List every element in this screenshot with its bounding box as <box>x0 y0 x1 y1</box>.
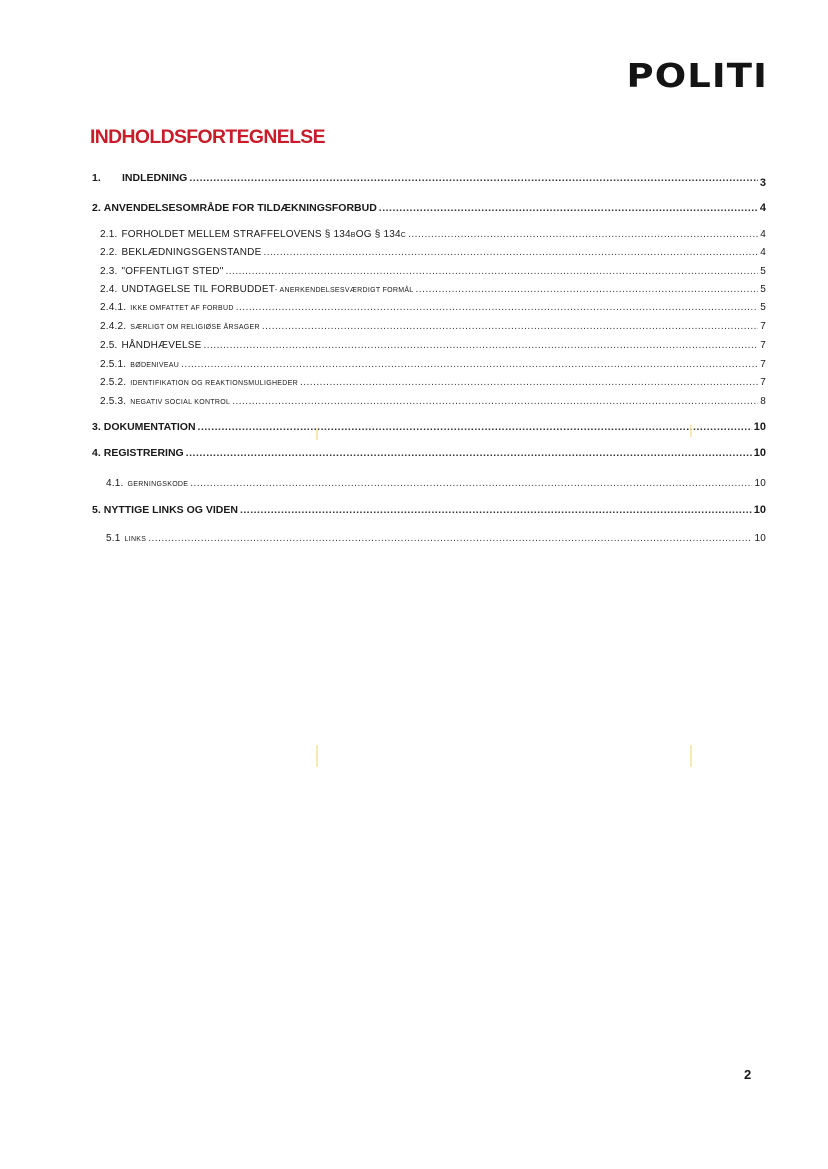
toc-title: INDHOLDSFORTEGNELSE <box>90 127 325 148</box>
toc-leader-dots <box>300 377 758 388</box>
toc-entry-number: 2.1. <box>100 229 118 240</box>
toc-entry-page: 7 <box>760 340 766 351</box>
toc-entry-negativ-social-kontrol[interactable] <box>100 396 766 407</box>
scan-artifact <box>316 745 318 767</box>
toc-leader-dots <box>262 321 758 332</box>
toc-entry-number: 5. <box>92 504 101 516</box>
toc-entry-label: HÅNDHÆVELSE <box>121 340 202 351</box>
toc-leader-dots <box>236 302 759 313</box>
toc-entry-label: "OFFENTLIGT STED" <box>121 266 224 277</box>
toc-entry-label: INDLEDNING <box>122 172 188 184</box>
toc-entry-page: 10 <box>753 504 766 516</box>
toc-entry-label-small: B <box>350 232 356 239</box>
toc-entry-gerningskode[interactable] <box>106 478 766 489</box>
toc-entry-page: 5 <box>760 284 766 295</box>
toc-entry-number: 2.5.2. <box>100 377 127 388</box>
toc-entry-page: 3 <box>759 177 766 189</box>
toc-entry-page: 5 <box>760 302 766 313</box>
toc-entry-offentligt-sted[interactable] <box>100 266 766 277</box>
toc-entry-label: BEKLÆDNINGSGENSTANDE <box>121 247 262 258</box>
toc-leader-dots <box>148 533 752 544</box>
toc-entry-ikke-omfattet[interactable] <box>100 302 766 313</box>
toc-leader-dots <box>189 172 758 184</box>
toc-leader-dots <box>186 447 752 459</box>
toc-entry-page: 7 <box>760 377 766 388</box>
scan-artifact <box>316 428 318 440</box>
scan-artifact <box>690 745 692 767</box>
toc-entry-number: 2.4. <box>100 284 118 295</box>
toc-leader-dots <box>198 421 752 433</box>
toc-entry-dokumentation[interactable] <box>92 421 766 433</box>
toc-entry-label: UNDTAGELSE TIL FORBUDDET <box>121 284 276 295</box>
toc-entry-saerligt-om-religioese[interactable] <box>100 321 766 332</box>
toc-entry-label: SÆRLIGT OM RELIGIØSE ÅRSAGER <box>130 324 260 331</box>
toc-entry-label: NEGATIV SOCIAL KONTROL <box>130 399 231 406</box>
toc-entry-page: 7 <box>760 321 766 332</box>
toc-leader-dots <box>240 504 752 516</box>
toc-leader-dots <box>232 396 758 407</box>
toc-entry-anvendelsesomraade[interactable] <box>92 202 766 214</box>
toc-entry-label: IDENTIFIKATION OG REAKTIONSMULIGHEDER <box>130 380 298 387</box>
toc-entry-boedeniveau[interactable] <box>100 359 766 370</box>
toc-leader-dots <box>225 266 758 277</box>
toc-entry-number: 2. <box>92 202 101 214</box>
toc-entry-number: 2.4.1. <box>100 302 127 313</box>
toc-entry-label: BØDENIVEAU <box>130 362 180 369</box>
toc-entry-label: NYTTIGE LINKS OG VIDEN <box>103 504 238 516</box>
toc-leader-dots <box>190 478 752 489</box>
toc-entry-haandhaevelse[interactable] <box>100 340 766 351</box>
toc-entry-number: 2.4.2. <box>100 321 127 332</box>
toc-entry-page: 4 <box>759 202 766 214</box>
toc-entry-nyttige-links[interactable] <box>92 504 766 516</box>
toc-entry-label: REGISTRERING <box>103 447 184 459</box>
toc-entry-number: 2.5.3. <box>100 396 127 407</box>
toc-entry-identifikation[interactable] <box>100 377 766 388</box>
toc-leader-dots <box>203 340 758 351</box>
toc-entry-number: 4. <box>92 447 101 459</box>
toc-entry-number: 3. <box>92 421 101 433</box>
toc-entry-page: 10 <box>753 421 766 433</box>
toc-entry-label: OG § 134 <box>355 229 401 240</box>
toc-entry-number: 1. <box>92 172 101 184</box>
toc-leader-dots <box>263 247 758 258</box>
toc-entry-label-small: C <box>400 232 407 239</box>
toc-entry-page: 4 <box>760 247 766 258</box>
toc-entry-page: 10 <box>753 447 766 459</box>
toc-entry-page: 10 <box>754 478 766 489</box>
toc-entry-number: 2.5. <box>100 340 118 351</box>
toc-entry-label: LINKS <box>124 536 147 543</box>
toc-leader-dots <box>408 229 758 240</box>
scan-artifact <box>690 425 692 437</box>
toc-entry-beklaedningsgenstande[interactable] <box>100 247 766 258</box>
toc-entry-number: 2.2. <box>100 247 118 258</box>
toc-entry-label: ANVENDELSESOMRÅDE FOR TILDÆKNINGSFORBUD <box>103 202 377 214</box>
toc-entry-number: 5.1 <box>106 533 121 544</box>
toc-leader-dots <box>379 202 758 214</box>
toc-entry-page: 10 <box>754 533 766 544</box>
toc-entry-registrering[interactable] <box>92 447 766 459</box>
toc-leader-dots <box>416 284 759 295</box>
toc-entry-undtagelse[interactable] <box>100 284 766 295</box>
toc-entry-page: 8 <box>760 396 766 407</box>
toc-entry-label: DOKUMENTATION <box>103 421 196 433</box>
toc-entry-label: FORHOLDET MELLEM STRAFFELOVENS § 134 <box>121 229 351 240</box>
toc-entry-number: 2.5.1. <box>100 359 127 370</box>
toc-entry-label: GERNINGSKODE <box>127 481 189 488</box>
toc-entry-page: 7 <box>760 359 766 370</box>
toc-entry-number: 4.1. <box>106 478 124 489</box>
toc-entry-number: 2.3. <box>100 266 118 277</box>
toc-entry-forholdet[interactable] <box>100 229 766 240</box>
toc-entry-page: 4 <box>760 229 766 240</box>
toc-entry-page: 5 <box>760 266 766 277</box>
toc-leader-dots <box>181 359 758 370</box>
table-of-contents <box>92 0 766 1169</box>
toc-entry-indledning[interactable] <box>92 172 766 189</box>
toc-entry-label-small: - ANERKENDELSESVÆRDIGT FORMÅL <box>275 287 414 294</box>
politi-logo: POLITI <box>626 56 768 95</box>
toc-entry-links[interactable] <box>106 533 766 544</box>
page-number: 2 <box>744 1067 752 1082</box>
toc-entry-label: IKKE OMFATTET AF FORBUD <box>130 305 234 312</box>
